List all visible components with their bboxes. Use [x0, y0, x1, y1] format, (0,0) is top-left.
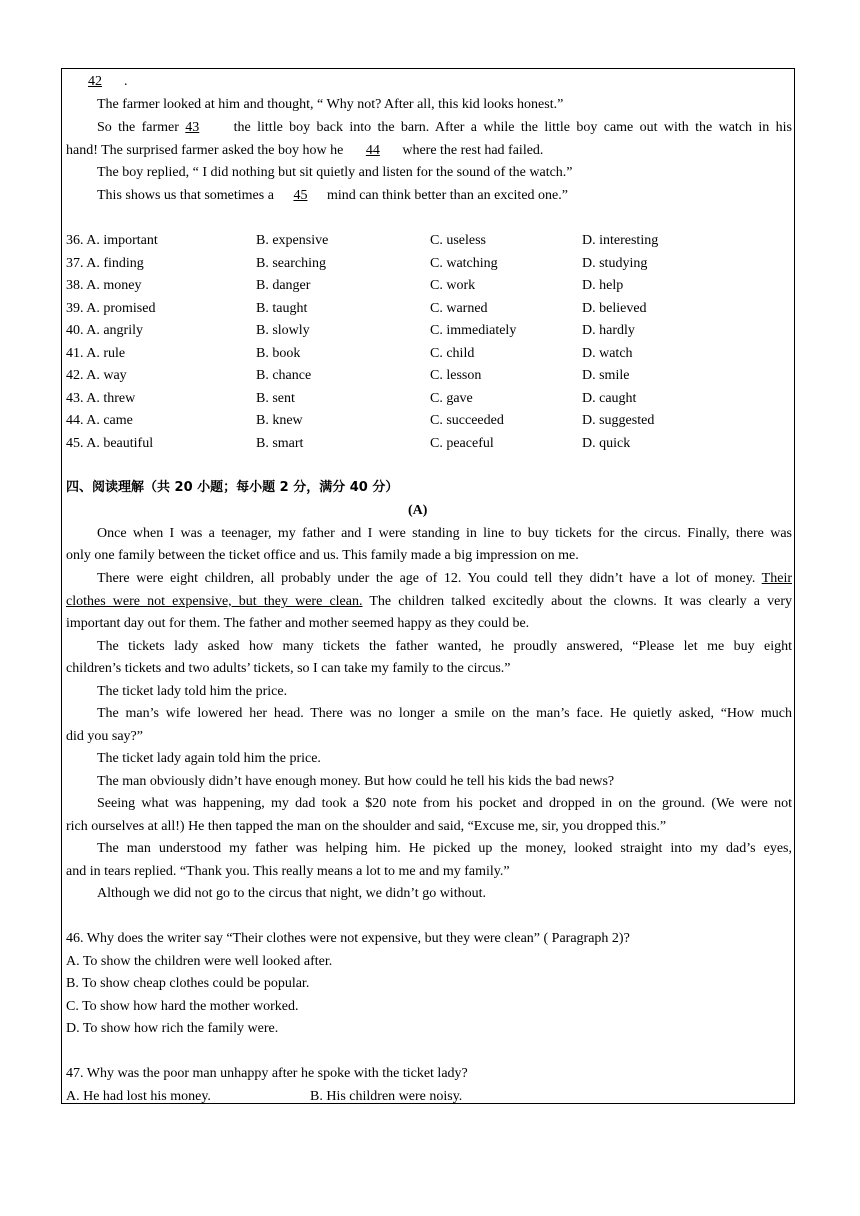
paragraph-line: and in tears replied. “Thank you. This really means a lot to me and my family.”	[66, 864, 510, 879]
choice-option: B. chance	[256, 368, 312, 383]
choice-option: B. book	[256, 345, 301, 361]
passage-line: 42 .	[66, 73, 128, 91]
choice-option: D. hardly	[582, 323, 635, 338]
choice-option: C. succeeded	[430, 413, 504, 428]
paragraph-line: There were eight children, all probably under the age of 12. You could tell they didn’t have a lot of money. Their	[97, 571, 792, 586]
choice-option: D. help	[582, 278, 624, 293]
paragraph-line: did you say?”	[66, 729, 143, 744]
choice-option: 38. A. money	[66, 278, 142, 293]
paragraph-line: The tickets lady asked how many tickets the father wanted, he proudly answered, “Please let me buy eight	[97, 639, 792, 654]
choice-option: C. child	[430, 345, 475, 361]
paragraph-line: clothes were not expensive, but they were clean. The children talked excitedly about the clowns. It was clearly a very	[66, 594, 793, 609]
choice-option: C. lesson	[430, 368, 482, 383]
paragraph-line: Seeing what was happening, my dad took a $20 note from his pocket and dropped in on the ground. (We were not	[97, 796, 792, 811]
blank-43: 43	[185, 120, 200, 135]
question-option: B. His children were noisy.	[310, 1089, 463, 1104]
question-option: A. He had lost his money.	[66, 1089, 211, 1104]
paragraph-line: Once when I was a teenager, my father and I were standing in line to buy tickets for the circus. Finally, there was	[97, 526, 792, 541]
passage-label: (A)	[408, 503, 428, 518]
passage-line: This shows us that sometimes a 45 mind can think better than an excited one.”	[97, 188, 568, 203]
choice-option: D. studying	[582, 255, 648, 271]
choice-option: C. immediately	[430, 323, 517, 338]
choice-option: B. smart	[256, 435, 304, 451]
question-option: C. To show how hard the mother worked.	[66, 999, 299, 1014]
choice-option: 39. A. promised	[66, 300, 156, 316]
choice-option: 45. A. beautiful	[66, 435, 154, 451]
choice-option: B. sent	[256, 390, 295, 406]
choice-option: 43. A. threw	[66, 390, 136, 406]
paragraph-line: The man understood my father was helping him. He picked up the money, looked straight into my dad’s eyes,	[97, 841, 792, 856]
paragraph-line: children’s tickets and two adults’ tickets, so I can take my family to the circus.”	[66, 661, 511, 676]
choice-option: 41. A. rule	[66, 345, 126, 361]
blank-45: 45	[293, 188, 308, 203]
blank-44: 44	[365, 143, 380, 158]
choice-option: B. expensive	[256, 233, 329, 248]
choice-option: B. knew	[256, 413, 303, 428]
choice-option: D. caught	[582, 390, 637, 406]
choice-option: 40. A. angrily	[66, 323, 143, 338]
choice-option: C. watching	[430, 255, 498, 271]
choice-option: C. useless	[430, 233, 486, 248]
choice-option: C. gave	[430, 390, 473, 406]
question-option: D. To show how rich the family were.	[66, 1021, 279, 1036]
choice-option: D. believed	[582, 300, 647, 316]
choice-option: B. searching	[256, 255, 326, 271]
paragraph-line: The man’s wife lowered her head. There was no longer a smile on the man’s face. He quietly asked, “How much	[97, 706, 792, 721]
choice-option: B. danger	[256, 278, 311, 293]
choice-option: 44. A. came	[66, 413, 133, 428]
underlined-sentence: clothes were not expensive, but they were clean.	[66, 594, 363, 609]
paragraph-line: The ticket lady again told him the price.	[97, 751, 321, 766]
question-stem: 47. Why was the poor man unhappy after he spoke with the ticket lady?	[66, 1066, 468, 1081]
choice-option: D. interesting	[582, 233, 659, 248]
paragraph-line: Although we did not go to the circus that night, we didn’t go without.	[97, 886, 486, 901]
choice-option: D. quick	[582, 435, 631, 451]
choice-option: 42. A. way	[66, 368, 127, 383]
paragraph-line: The man obviously didn’t have enough money. But how could he tell his kids the bad news?	[97, 774, 615, 789]
paragraph-line: important day out for them. The father and mother seemed happy as they could be.	[66, 616, 530, 631]
choice-option: D. smile	[582, 368, 630, 383]
choice-option: B. slowly	[256, 323, 310, 338]
blank-42: 42	[88, 74, 102, 89]
choice-option: 37. A. finding	[66, 255, 144, 271]
choice-option: 36. A. important	[66, 233, 158, 248]
choice-option: D. watch	[582, 345, 633, 361]
question-option: B. To show cheap clothes could be popular.	[66, 976, 310, 991]
underlined-sentence: Their	[761, 571, 792, 586]
paragraph-line: only one family between the ticket office and us. This family made a big impression on me.	[66, 548, 579, 563]
choice-option: C. work	[430, 278, 476, 293]
passage-line: hand! The surprised farmer asked the boy how he 44 where the rest had failed.	[66, 143, 544, 158]
question-stem: 46. Why does the writer say “Their clothes were not expensive, but they were clean” ( Paragraph 2)?	[66, 931, 630, 946]
choice-option: C. peaceful	[430, 435, 494, 451]
paragraph-line: The ticket lady told him the price.	[97, 684, 288, 699]
passage-line: So the farmer 43 the little boy back into the barn. After a while the little boy came out with the watch in his	[97, 120, 792, 135]
passage-line: The boy replied, “ I did nothing but sit quietly and listen for the sound of the watch.”	[97, 165, 573, 180]
section-heading: 四、阅读理解（共 20 小题；每小题 2 分，满分 40 分）	[66, 480, 399, 495]
paragraph-line: rich ourselves at all!) He then tapped the man on the shoulder and said, “Excuse me, sir, you dropped this.”	[66, 819, 667, 834]
passage-line: The farmer looked at him and thought, “ Why not? After all, this kid looks honest.”	[97, 97, 564, 112]
choice-option: D. suggested	[582, 413, 655, 428]
question-option: A. To show the children were well looked after.	[66, 954, 333, 969]
choice-option: B. taught	[256, 300, 308, 316]
choice-option: C. warned	[430, 300, 488, 316]
